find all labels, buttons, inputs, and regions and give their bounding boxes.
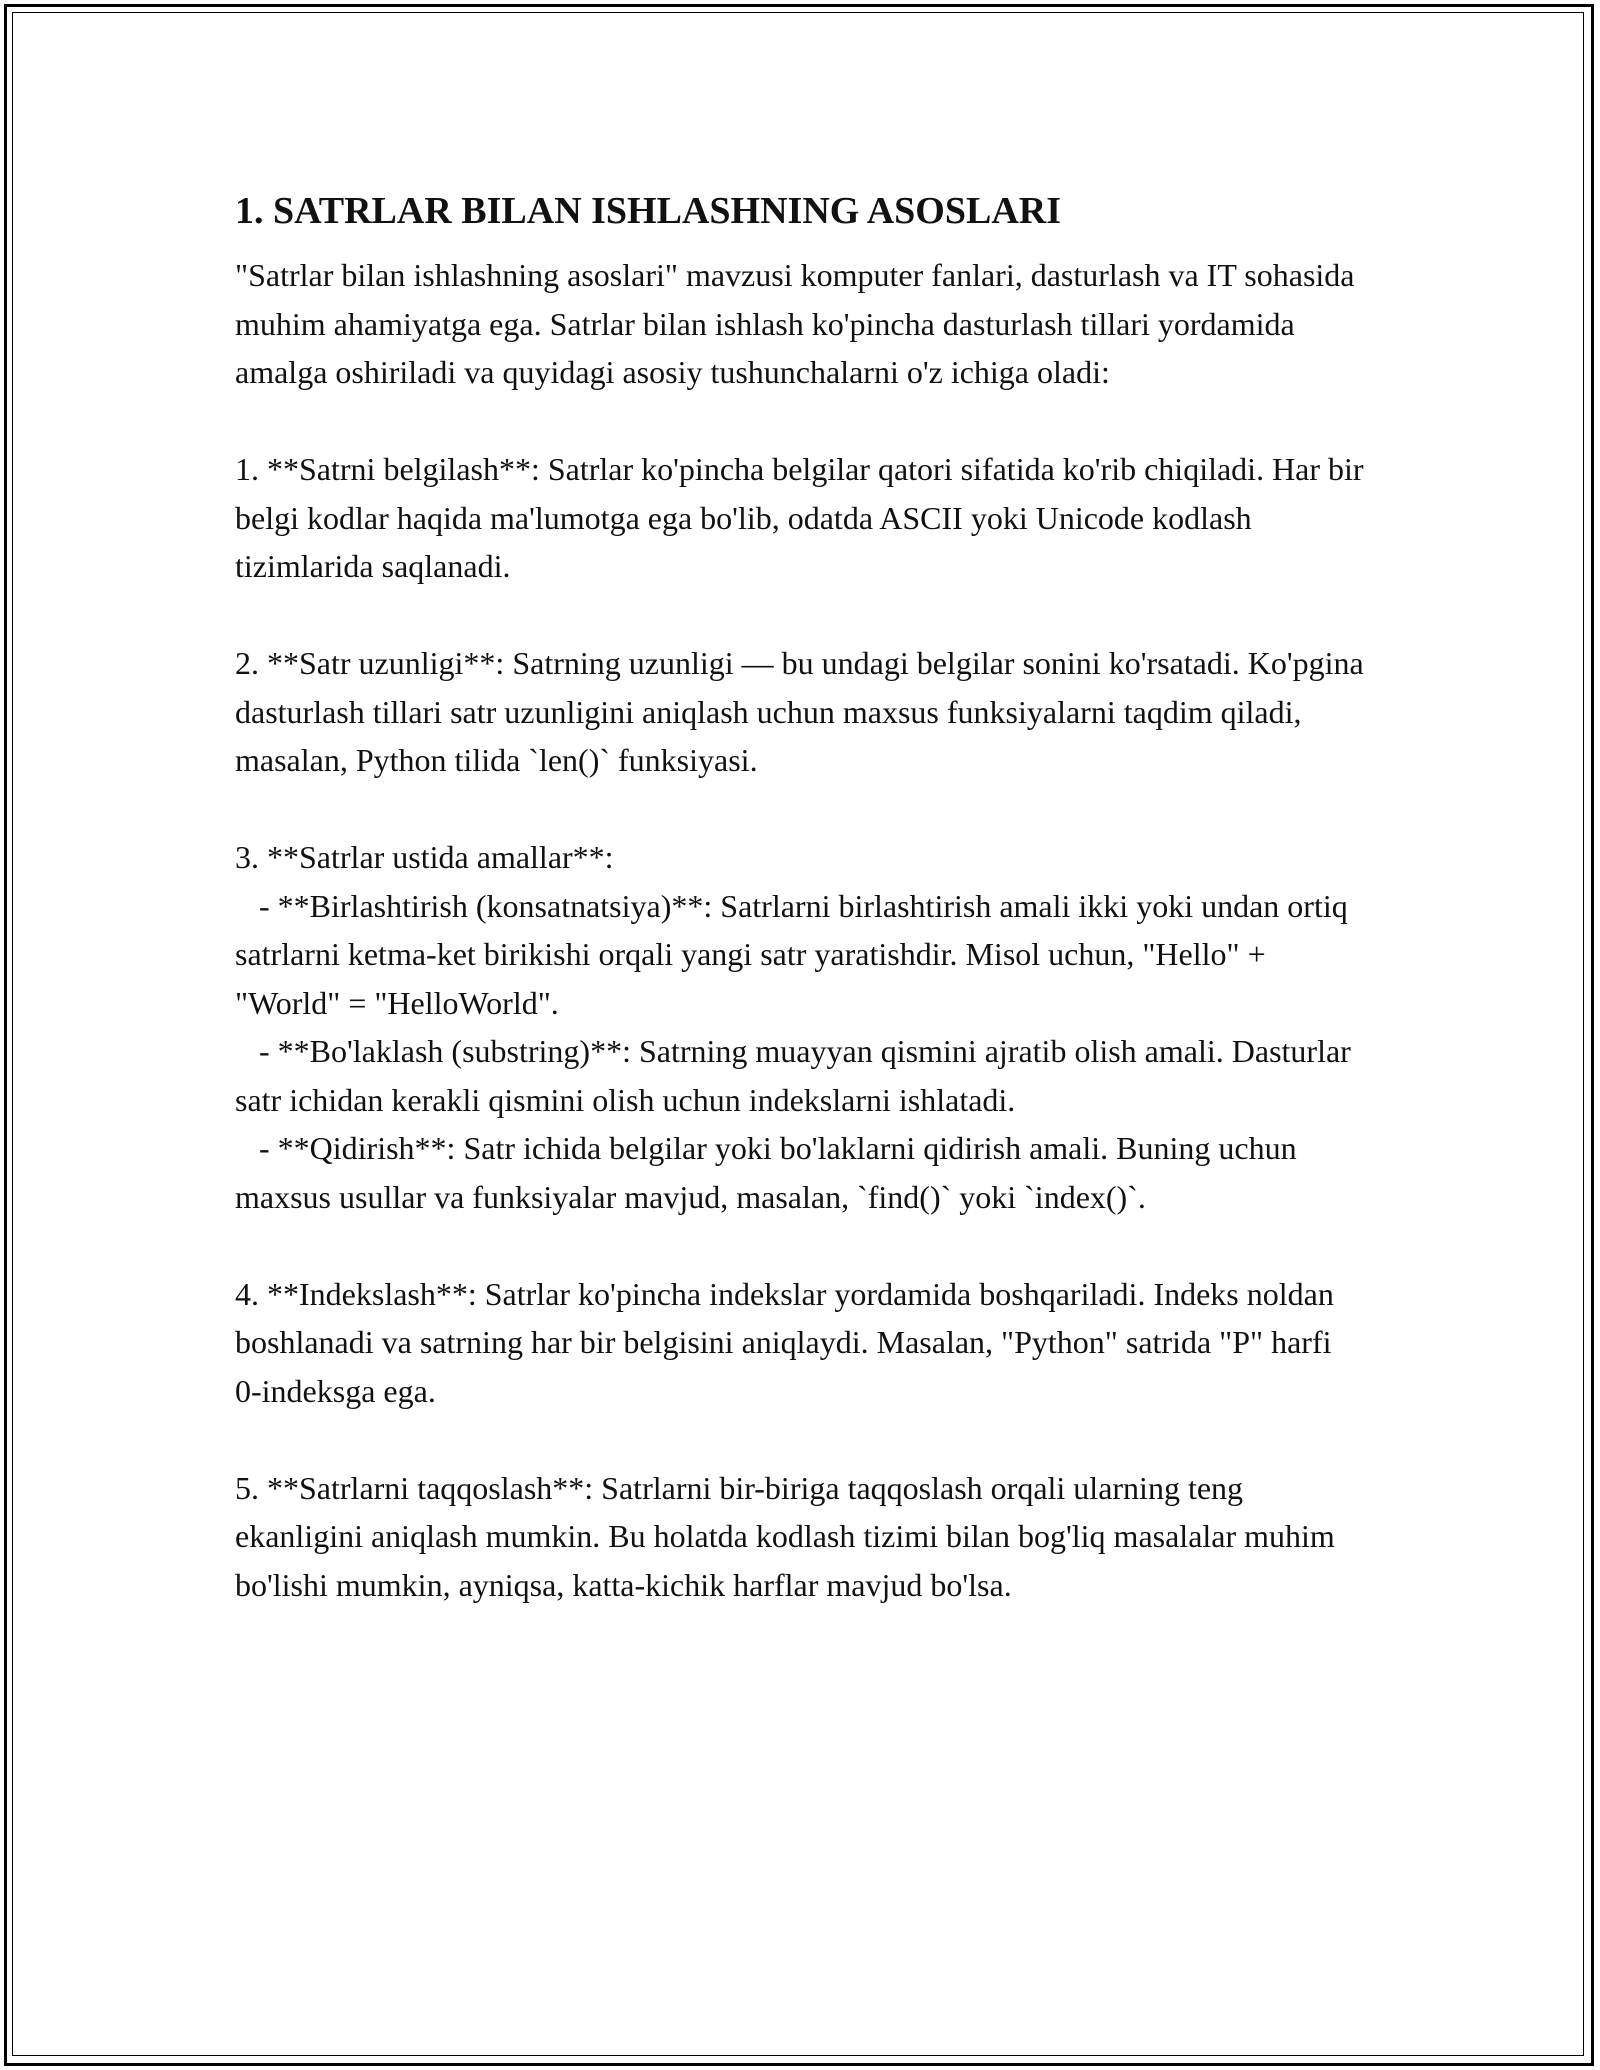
paragraph-gap <box>235 1221 1365 1270</box>
paragraph-gap <box>235 397 1365 446</box>
document-body <box>235 185 1372 1609</box>
paragraph-gap <box>235 1415 1365 1464</box>
paragraph: "Satrlar bilan ishlashning asoslari" mavzusi komputer fanlari, dasturlash va IT sohasida muhim ahamiyatga ega. Satrlar bilan ishlash ko'pincha dasturlash tillari yordamida amalga oshiriladi va quyidagi asosiy tushunchalarni o'z ichiga oladi: <box>235 257 1363 390</box>
paragraph: 1. **Satrni belgilash**: Satrlar ko'pincha belgilar qatori sifatida ko'rib chiqiladi. Har bir belgi kodlar haqida ma'lumotga ega bo'lib, odatda ASCII yoki Unicode kodlash tizimlarida saqlanadi. <box>235 451 1372 584</box>
paragraph: - **Qidirish**: Satr ichida belgilar yoki bo'laklarni qidirish amali. Buning uchun maxsus usullar va funksiyalar mavjud, masalan, `find()` yoki `index()`. <box>235 1130 1305 1215</box>
paragraph: - **Bo'laklash (substring)**: Satrning muayyan qismini ajratib olish amali. Dasturlar satr ichidan kerakli qismini olish uchun indekslarni ishlatadi. <box>235 1033 1359 1118</box>
paragraph: 3. **Satrlar ustida amallar**: <box>235 839 614 875</box>
paragraph: - **Birlashtirish (konsatnatsiya)**: Satrlarni birlashtirish amali ikki yoki undan ortiq satrlarni ketma-ket birikishi orqali yangi satr yaratishdir. Misol uchun, "Hello" + "World" = "HelloWorld". <box>235 887 1356 1021</box>
section-heading: 1. SATRLAR BILAN ISHLASHNING ASOSLARI <box>235 190 1062 232</box>
document-paragraphs <box>235 251 1372 1609</box>
paragraph: 4. **Indekslash**: Satrlar ko'pincha indekslar yordamida boshqariladi. Indeks noldan boshlanadi va satrning har bir belgisini aniqlaydi. Masalan, "Python" satrida "P" harfi 0-indeksga ega. <box>235 1275 1342 1409</box>
paragraph-gap <box>235 785 1365 834</box>
paragraph: 2. **Satr uzunligi**: Satrning uzunligi — bu undagi belgilar sonini ko'rsatadi. Ko'pgina dasturlash tillari satr uzunligini aniqlash uchun maxsus funksiyalarni taqdim qiladi, masalan, Python tilida `len()` funksiyasi. <box>235 645 1372 778</box>
paragraph: 5. **Satrlarni taqqoslash**: Satrlarni bir-biriga taqqoslash orqali ularning teng ekanligini aniqlash mumkin. Bu holatda kodlash tizimi bilan bog'liq masalalar muhim bo'lishi mumkin, ayniqsa, katta-kichik harflar mavjud bo'lsa. <box>235 1469 1343 1603</box>
paragraph-gap <box>235 591 1365 640</box>
